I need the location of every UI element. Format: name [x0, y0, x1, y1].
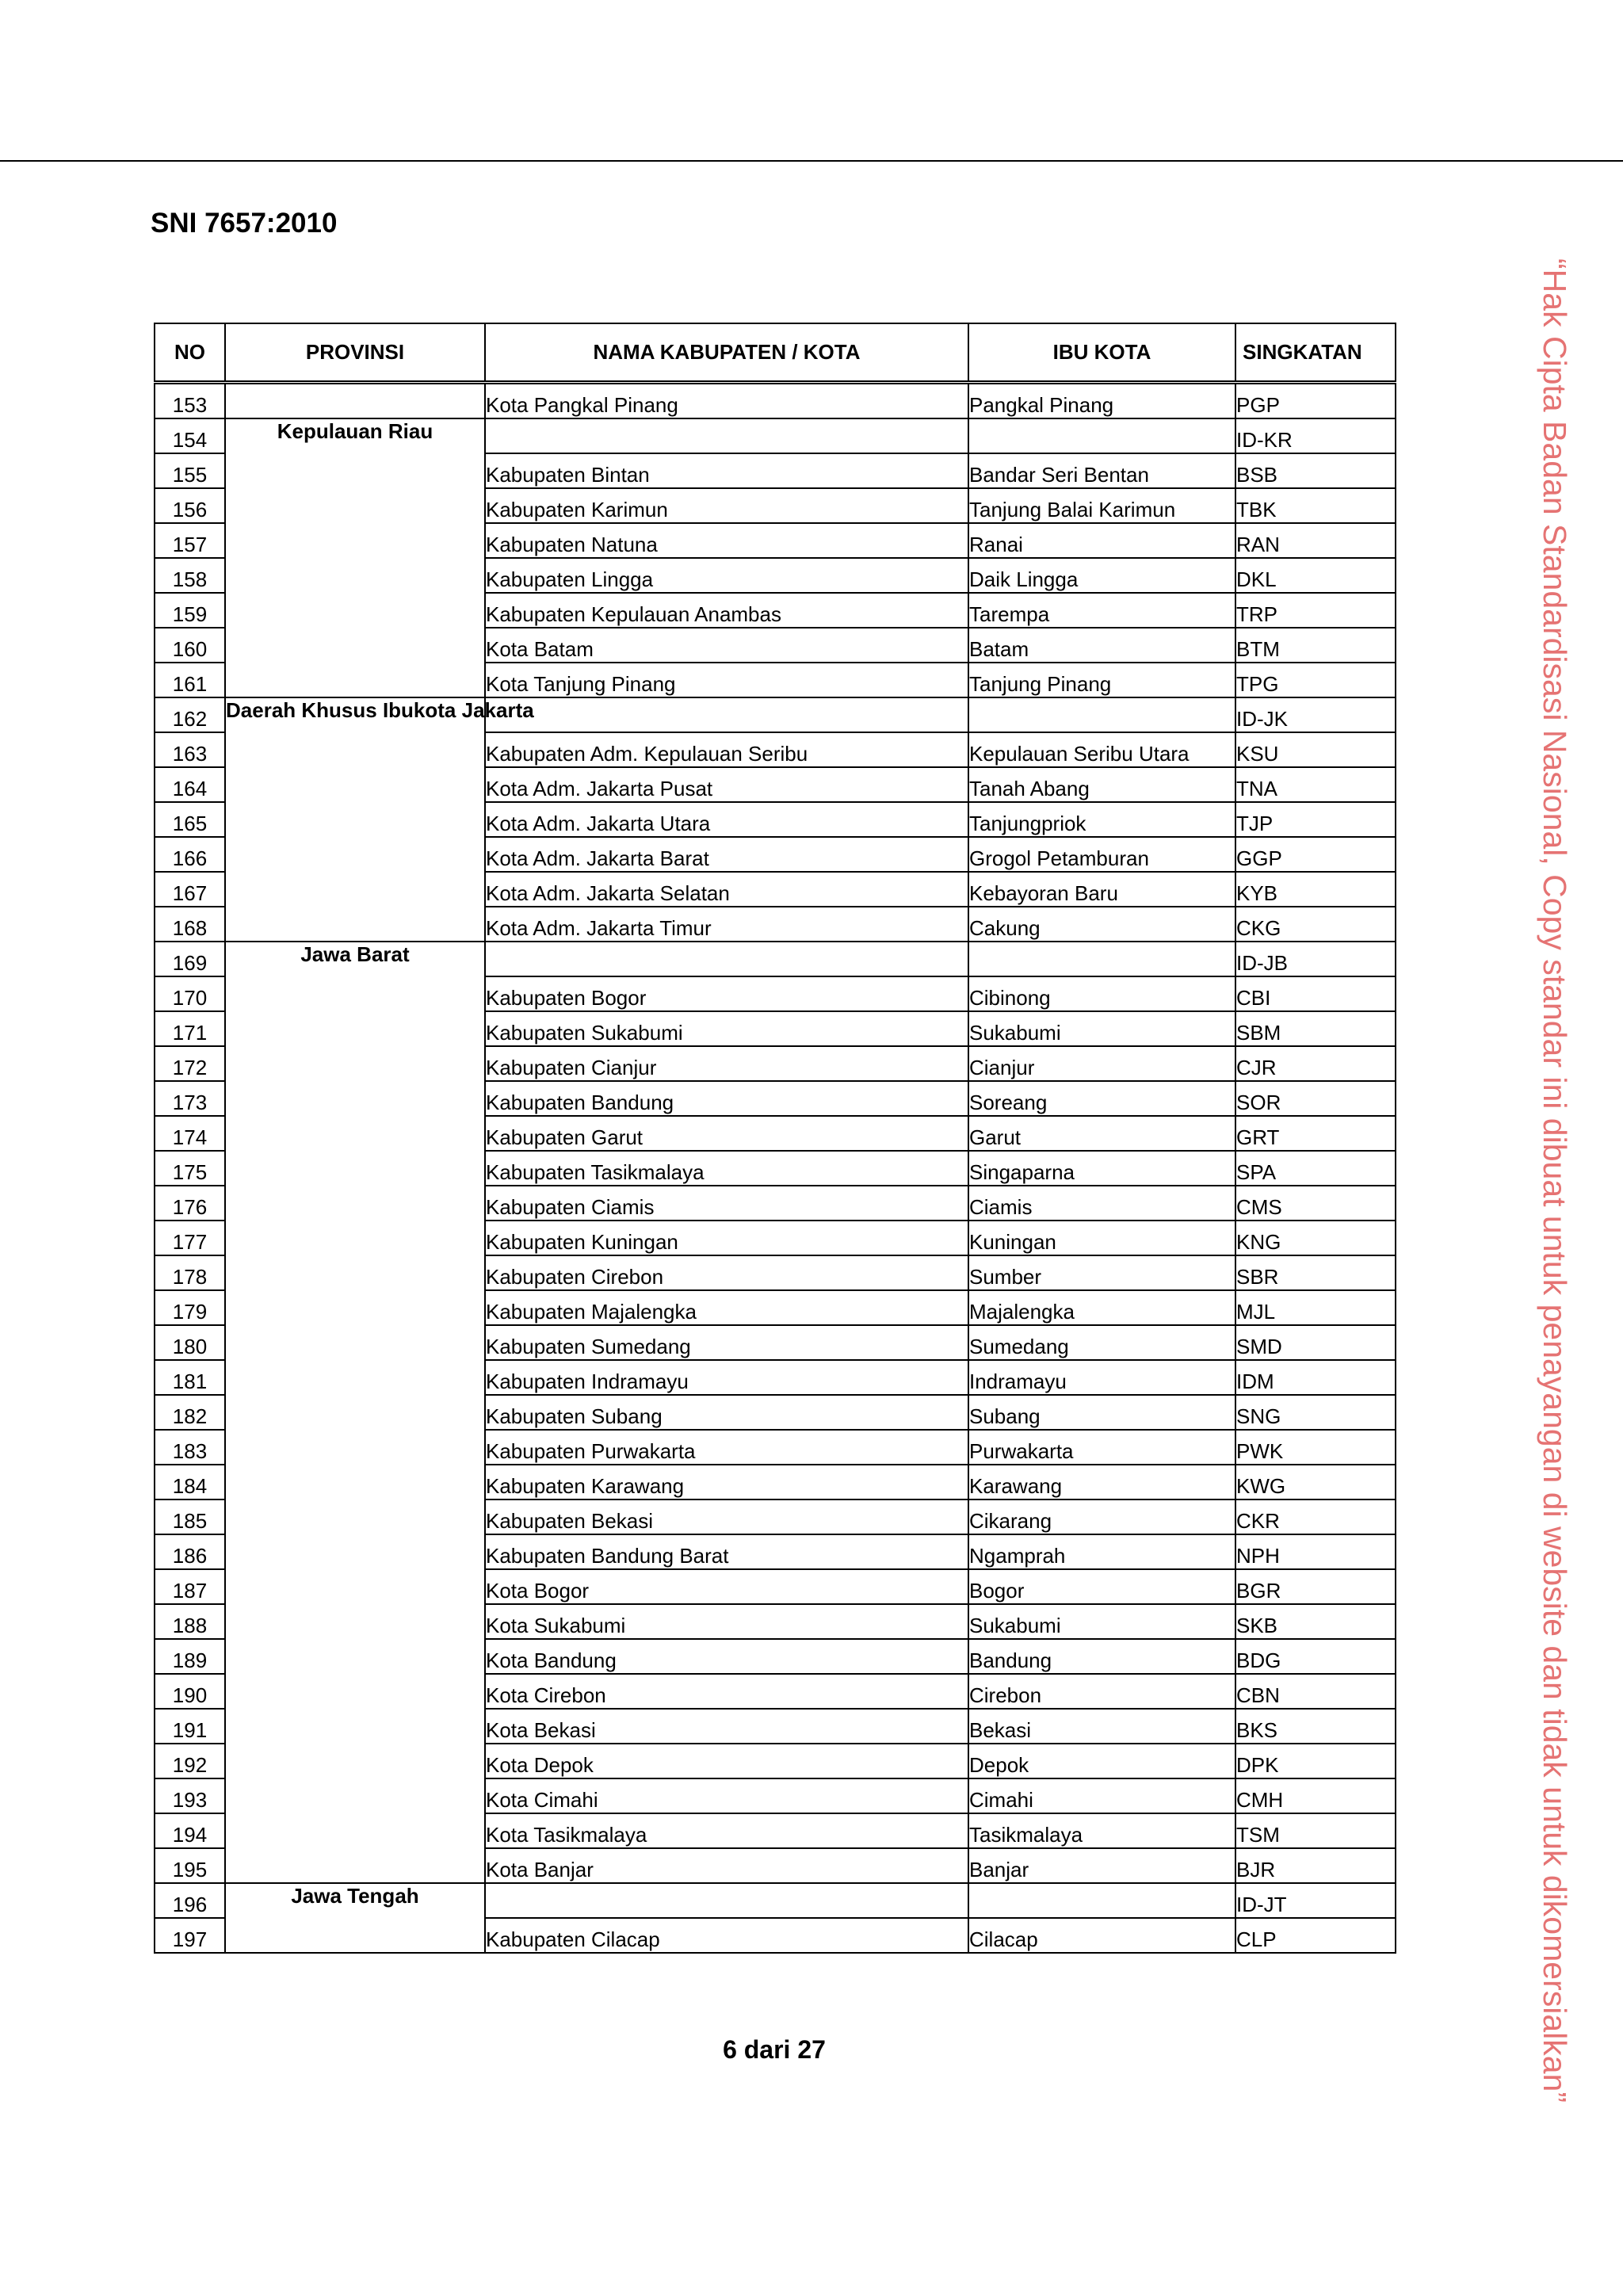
row-number: 167	[155, 872, 225, 907]
row-number: 188	[155, 1604, 225, 1639]
table-row	[155, 418, 1396, 453]
row-number: 154	[155, 418, 225, 453]
regency-name: Kabupaten Subang	[485, 1395, 968, 1430]
row-number: 163	[155, 732, 225, 767]
province-name: Daerah Khusus Ibukota Jakarta	[225, 697, 485, 942]
row-number: 177	[155, 1221, 225, 1255]
capital-city	[968, 697, 1235, 732]
capital-city: Cirebon	[968, 1674, 1235, 1709]
capital-city: Cakung	[968, 907, 1235, 942]
capital-city: Tanah Abang	[968, 767, 1235, 802]
row-number: 157	[155, 523, 225, 558]
abbreviation: DPK	[1235, 1744, 1396, 1778]
regency-name: Kota Adm. Jakarta Pusat	[485, 767, 968, 802]
table-header-row	[155, 323, 1396, 383]
row-number: 175	[155, 1151, 225, 1186]
abbreviation: GGP	[1235, 837, 1396, 872]
abbreviation: KWG	[1235, 1465, 1396, 1499]
regency-name: Kabupaten Lingga	[485, 558, 968, 593]
abbreviation: IDM	[1235, 1360, 1396, 1395]
row-number: 179	[155, 1290, 225, 1325]
capital-city: Pangkal Pinang	[968, 383, 1235, 419]
abbreviation: BSB	[1235, 453, 1396, 488]
row-number: 190	[155, 1674, 225, 1709]
table-row	[155, 383, 1396, 419]
regency-name: Kota Cirebon	[485, 1674, 968, 1709]
regency-name: Kabupaten Ciamis	[485, 1186, 968, 1221]
regency-name: Kabupaten Bandung Barat	[485, 1534, 968, 1569]
capital-city: Karawang	[968, 1465, 1235, 1499]
regency-name: Kota Bogor	[485, 1569, 968, 1604]
row-number: 194	[155, 1813, 225, 1848]
abbreviation: SBR	[1235, 1255, 1396, 1290]
row-number: 172	[155, 1046, 225, 1081]
header-rule	[0, 160, 1623, 162]
abbreviation: TBK	[1235, 488, 1396, 523]
regency-name: Kabupaten Majalengka	[485, 1290, 968, 1325]
regency-name	[485, 942, 968, 976]
regency-name: Kota Adm. Jakarta Barat	[485, 837, 968, 872]
row-number: 192	[155, 1744, 225, 1778]
regency-name: Kota Tanjung Pinang	[485, 663, 968, 697]
abbreviation: KNG	[1235, 1221, 1396, 1255]
capital-city: Sumedang	[968, 1325, 1235, 1360]
row-number: 184	[155, 1465, 225, 1499]
abbreviation: BDG	[1235, 1639, 1396, 1674]
regency-name: Kabupaten Bekasi	[485, 1499, 968, 1534]
abbreviation: CKG	[1235, 907, 1396, 942]
regency-name: Kabupaten Natuna	[485, 523, 968, 558]
row-number: 165	[155, 802, 225, 837]
row-number: 169	[155, 942, 225, 976]
regency-name: Kabupaten Kepulauan Anambas	[485, 593, 968, 628]
capital-city	[968, 1883, 1235, 1918]
regency-name: Kota Cimahi	[485, 1778, 968, 1813]
row-number: 161	[155, 663, 225, 697]
abbreviation: ID-JK	[1235, 697, 1396, 732]
regency-name: Kota Tasikmalaya	[485, 1813, 968, 1848]
capital-city	[968, 418, 1235, 453]
regency-name: Kota Adm. Jakarta Selatan	[485, 872, 968, 907]
regency-name: Kota Sukabumi	[485, 1604, 968, 1639]
abbreviation: PWK	[1235, 1430, 1396, 1465]
row-number: 159	[155, 593, 225, 628]
regency-name	[485, 1883, 968, 1918]
row-number: 183	[155, 1430, 225, 1465]
copyright-watermark: “Hak Cipta Badan Standardisasi Nasional, Copy standar ini dibuat untuk penayangan di website dan tidak untuk dikomersialkan”	[1537, 258, 1573, 2103]
regency-name: Kabupaten Karawang	[485, 1465, 968, 1499]
row-number: 174	[155, 1116, 225, 1151]
abbreviation: SBM	[1235, 1011, 1396, 1046]
abbreviation: GRT	[1235, 1116, 1396, 1151]
abbreviation: CBN	[1235, 1674, 1396, 1709]
capital-city: Majalengka	[968, 1290, 1235, 1325]
row-number: 187	[155, 1569, 225, 1604]
regency-name: Kabupaten Sukabumi	[485, 1011, 968, 1046]
row-number: 156	[155, 488, 225, 523]
regency-name: Kabupaten Karimun	[485, 488, 968, 523]
capital-city: Sukabumi	[968, 1604, 1235, 1639]
row-number: 166	[155, 837, 225, 872]
regency-name: Kota Adm. Jakarta Timur	[485, 907, 968, 942]
row-number: 181	[155, 1360, 225, 1395]
capital-city: Indramayu	[968, 1360, 1235, 1395]
province-name	[225, 383, 485, 419]
table-body	[155, 383, 1396, 1954]
capital-city: Tanjungpriok	[968, 802, 1235, 837]
capital-city: Purwakarta	[968, 1430, 1235, 1465]
province-name: Kepulauan Riau	[225, 418, 485, 697]
abbreviation: TJP	[1235, 802, 1396, 837]
capital-city: Tanjung Balai Karimun	[968, 488, 1235, 523]
abbreviation: TPG	[1235, 663, 1396, 697]
capital-city: Cibinong	[968, 976, 1235, 1011]
capital-city: Bekasi	[968, 1709, 1235, 1744]
capital-city: Ciamis	[968, 1186, 1235, 1221]
table-row	[155, 1883, 1396, 1918]
abbreviation: CMS	[1235, 1186, 1396, 1221]
regency-name: Kota Adm. Jakarta Utara	[485, 802, 968, 837]
capital-city: Soreang	[968, 1081, 1235, 1116]
regency-name: Kabupaten Bintan	[485, 453, 968, 488]
regency-name: Kota Bandung	[485, 1639, 968, 1674]
row-number: 185	[155, 1499, 225, 1534]
abbreviation: SNG	[1235, 1395, 1396, 1430]
capital-city: Sumber	[968, 1255, 1235, 1290]
regency-name: Kabupaten Cianjur	[485, 1046, 968, 1081]
abbreviation: ID-JB	[1235, 942, 1396, 976]
row-number: 197	[155, 1918, 225, 1953]
abbreviation: TNA	[1235, 767, 1396, 802]
abbreviation: TRP	[1235, 593, 1396, 628]
table-row	[155, 942, 1396, 976]
row-number: 196	[155, 1883, 225, 1918]
regency-name: Kabupaten Adm. Kepulauan Seribu	[485, 732, 968, 767]
capital-city: Ngamprah	[968, 1534, 1235, 1569]
abbreviation: BGR	[1235, 1569, 1396, 1604]
regency-name: Kota Banjar	[485, 1848, 968, 1883]
capital-city: Kuningan	[968, 1221, 1235, 1255]
capital-city	[968, 942, 1235, 976]
row-number: 176	[155, 1186, 225, 1221]
regency-name: Kabupaten Sumedang	[485, 1325, 968, 1360]
capital-city: Cilacap	[968, 1918, 1235, 1953]
regency-name: Kabupaten Tasikmalaya	[485, 1151, 968, 1186]
capital-city: Kebayoran Baru	[968, 872, 1235, 907]
capital-city: Batam	[968, 628, 1235, 663]
abbreviation: MJL	[1235, 1290, 1396, 1325]
abbreviation: CJR	[1235, 1046, 1396, 1081]
abbreviation: NPH	[1235, 1534, 1396, 1569]
abbreviation: BJR	[1235, 1848, 1396, 1883]
abbreviation: KYB	[1235, 872, 1396, 907]
abbreviation: BKS	[1235, 1709, 1396, 1744]
regency-name: Kabupaten Purwakarta	[485, 1430, 968, 1465]
abbreviation: ID-JT	[1235, 1883, 1396, 1918]
row-number: 168	[155, 907, 225, 942]
regency-name: Kota Batam	[485, 628, 968, 663]
regency-name: Kota Depok	[485, 1744, 968, 1778]
regency-name: Kabupaten Cirebon	[485, 1255, 968, 1290]
regency-name: Kabupaten Cilacap	[485, 1918, 968, 1953]
capital-city: Singaparna	[968, 1151, 1235, 1186]
abbreviation: PGP	[1235, 383, 1396, 419]
capital-city: Subang	[968, 1395, 1235, 1430]
header-no: NO	[155, 323, 225, 383]
abbreviation: SKB	[1235, 1604, 1396, 1639]
row-number: 195	[155, 1848, 225, 1883]
row-number: 191	[155, 1709, 225, 1744]
capital-city: Cikarang	[968, 1499, 1235, 1534]
abbreviation: DKL	[1235, 558, 1396, 593]
province-name: Jawa Barat	[225, 942, 485, 1883]
capital-city: Banjar	[968, 1848, 1235, 1883]
capital-city: Kepulauan Seribu Utara	[968, 732, 1235, 767]
document-code: SNI 7657:2010	[151, 208, 338, 239]
regency-name	[485, 418, 968, 453]
abbreviation: SOR	[1235, 1081, 1396, 1116]
abbreviation: ID-KR	[1235, 418, 1396, 453]
row-number: 180	[155, 1325, 225, 1360]
regency-name: Kabupaten Kuningan	[485, 1221, 968, 1255]
capital-city: Cianjur	[968, 1046, 1235, 1081]
row-number: 189	[155, 1639, 225, 1674]
capital-city: Tanjung Pinang	[968, 663, 1235, 697]
abbreviation: BTM	[1235, 628, 1396, 663]
capital-city: Bogor	[968, 1569, 1235, 1604]
province-name: Jawa Tengah	[225, 1883, 485, 1953]
header-singkatan: SINGKATAN	[1235, 323, 1396, 383]
regency-name: Kabupaten Bogor	[485, 976, 968, 1011]
abbreviation: CBI	[1235, 976, 1396, 1011]
capital-city: Grogol Petamburan	[968, 837, 1235, 872]
row-number: 193	[155, 1778, 225, 1813]
row-number: 155	[155, 453, 225, 488]
row-number: 153	[155, 383, 225, 419]
table-row	[155, 697, 1396, 732]
row-number: 186	[155, 1534, 225, 1569]
row-number: 162	[155, 697, 225, 732]
abbreviation: CLP	[1235, 1918, 1396, 1953]
regency-code-table	[154, 323, 1396, 1954]
abbreviation: SMD	[1235, 1325, 1396, 1360]
abbreviation: TSM	[1235, 1813, 1396, 1848]
row-number: 160	[155, 628, 225, 663]
capital-city: Sukabumi	[968, 1011, 1235, 1046]
header-ibu-kota: IBU KOTA	[968, 323, 1235, 383]
abbreviation: KSU	[1235, 732, 1396, 767]
row-number: 178	[155, 1255, 225, 1290]
row-number: 158	[155, 558, 225, 593]
capital-city: Garut	[968, 1116, 1235, 1151]
abbreviation: CKR	[1235, 1499, 1396, 1534]
row-number: 182	[155, 1395, 225, 1430]
capital-city: Cimahi	[968, 1778, 1235, 1813]
regency-name	[485, 697, 968, 732]
row-number: 171	[155, 1011, 225, 1046]
header-provinsi: PROVINSI	[225, 323, 485, 383]
abbreviation: CMH	[1235, 1778, 1396, 1813]
capital-city: Tasikmalaya	[968, 1813, 1235, 1848]
row-number: 164	[155, 767, 225, 802]
capital-city: Depok	[968, 1744, 1235, 1778]
regency-name: Kota Bekasi	[485, 1709, 968, 1744]
header-kabupaten-kota: NAMA KABUPATEN / KOTA	[485, 323, 968, 383]
regency-name: Kabupaten Garut	[485, 1116, 968, 1151]
regency-name: Kota Pangkal Pinang	[485, 383, 968, 419]
abbreviation: RAN	[1235, 523, 1396, 558]
capital-city: Bandar Seri Bentan	[968, 453, 1235, 488]
row-number: 170	[155, 976, 225, 1011]
capital-city: Ranai	[968, 523, 1235, 558]
capital-city: Daik Lingga	[968, 558, 1235, 593]
capital-city: Bandung	[968, 1639, 1235, 1674]
regency-name: Kabupaten Indramayu	[485, 1360, 968, 1395]
row-number: 173	[155, 1081, 225, 1116]
page-number: 6 dari 27	[723, 2035, 826, 2064]
capital-city: Tarempa	[968, 593, 1235, 628]
abbreviation: SPA	[1235, 1151, 1396, 1186]
regency-name: Kabupaten Bandung	[485, 1081, 968, 1116]
